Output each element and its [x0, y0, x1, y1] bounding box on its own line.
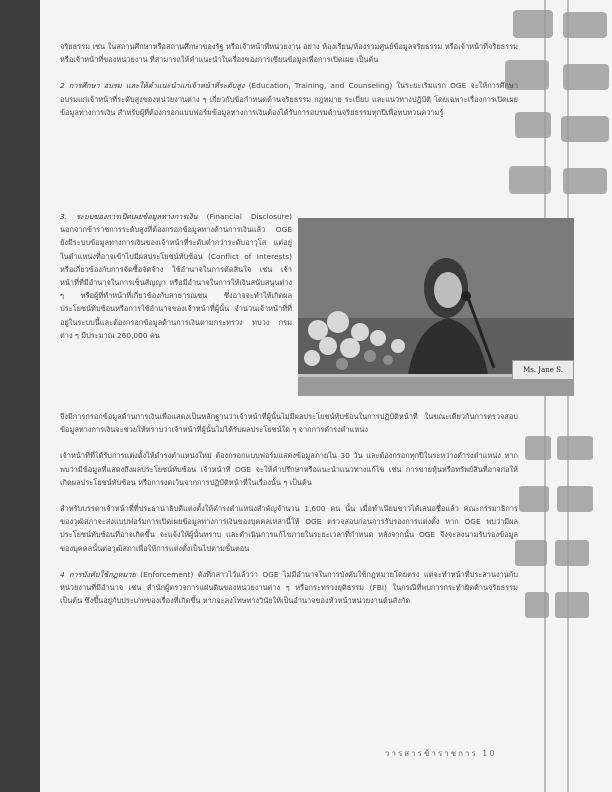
section-4	[60, 568, 518, 608]
section-2-body: ในระยะเริ่มแรก OGE จะให้การศึกษาอบรมแก่เจ้าหน้าที่ระดับสูงของหน่วยงานต่าง ๆ เกี่ยวกับข้อกำหนดด้านจริยธรรม กฎหมาย ระเบียบ และแนวทางปฏิบัติ โดยเฉพาะเรื่องการเปิดเผยข้อมูลทางการเงิน สำหรับผู้ที่ต้องกรอกแบบฟอร์มข้อมูลทางการเงินต้องได้รับการอบรมด้านจริยธรรมทุกปีเพื่อทบทวนความรู้	[60, 81, 518, 117]
paragraph-1: จริยธรรม เช่น ในสถานศึกษาหรือสถานศึกษาของรัฐ หรือเจ้าหน้าที่หน่วยงาน อย่าง ห้องเรียน/ห้องรวมศูนย์ข้อมูลจริยธรรม หรือเจ้าหน้าที่จริยธรรม หรือเจ้าหน้าที่ของหน่วยงาน ที่สามารถให้คำแนะนำในเรื่องของการเขียนข้อมูลเพื่อการเปิดเผย เป็นต้น	[60, 42, 518, 65]
section-3-heading-en: (Financial Disclosure)	[206, 212, 292, 221]
decorative-film-strip	[505, 0, 612, 792]
paragraph-4: จึงมีการกรอกข้อมูลด้านการเงินเพื่อแสดงเป็นหลักฐานว่าเจ้าหน้าที่ผู้นั้นไม่มีผลประโยชน์ทับซ้อนในการปฏิบัติหน้าที่ ในขณะเดียวกันการตรวจสอบข้อมูลทางการเงินจะช่วยให้ทราบว่าเจ้าหน้าที่ผู้นั้นไม่ได้รับผลประโยชน์ใด ๆ จากการดำรงตำแหน่ง	[60, 412, 518, 435]
section-3	[60, 210, 292, 342]
speaker-photo	[298, 218, 574, 396]
article-body-bottom	[60, 410, 518, 620]
section-3-heading: 3. ระบบของการเปิดเผยข้อมูลทางการเงิน	[60, 212, 198, 221]
paragraph-5: เจ้าหน้าที่ที่ได้รับการแต่งตั้งให้ดำรงตำแหน่งใหม่ ต้องกรอกแบบฟอร์มแสดงข้อมูลภายใน 30 วัน และต้องกรอกทุกปีในระหว่างดำรงตำแหน่ง หากพบว่ามีข้อมูลที่แสดงถึงผลประโยชน์ทับซ้อน เจ้าหน้าที่ OGE จะให้คำปรึกษาหรือแนะนำแนวทางแก้ไข เช่น การขายหุ้นหรือทรัพย์สินที่อาจก่อให้เกิดผลประโยชน์ทับซ้อน หรือการงดเว้นจากการปฏิบัติหน้าที่ในเรื่องนั้น ๆ เป็นต้น	[60, 451, 518, 487]
section-3-body: นอกจากข้าราชการระดับสูงที่ต้องกรอกข้อมูลทางด้านการเงินแล้ว OGE ยังมีระบบข้อมูลทางการเงินของเจ้าหน้าที่ระดับต่ำกว่าระดับอาวุโส แต่อยู่ในตำแหน่งที่อาจเข้าไปมีผลประโยชน์ทับซ้อน (Conflict of Interests) หรือเกี่ยวข้องกับการจัดซื้อจัดจ้าง ใช้อำนาจในการตัดสินใจ เช่น เจ้าหน้าที่ที่มีอำนาจในการเซ็นสัญญา หรือมีอำนาจในการให้เงินสนับสนุนต่าง ๆ หรือผู้ที่ทำหน้าที่เกี่ยวข้องกับสาธารณชน ซึ่งอาจจะทำให้เกิดผลประโยชน์ทับซ้อนหรือการใช้อำนาจของเจ้าหน้าที่ผู้นั้น จำนวนเจ้าหน้าที่ที่อยู่ในระบบนี้และต้องกรอกข้อมูลด้านการเงินตามกระทรวง ทบวง กรม ต่าง ๆ มีประมาณ 260,000 คน	[60, 225, 292, 340]
section-2-heading: 2 การศึกษา อบรม และให้คำแนะนำแก่เจ้าหน้าที่ระดับสูง	[60, 81, 245, 91]
name-plate: Ms. Jane S.	[512, 360, 574, 380]
section-4-heading-en: (Enforcement)	[140, 569, 194, 579]
section-4-heading: 4 การบังคับใช้กฎหมาย	[60, 569, 136, 579]
section-2	[60, 79, 518, 119]
section-2-heading-en: (Education, Training, and Counseling)	[248, 81, 393, 91]
article-body-top	[60, 40, 518, 132]
paragraph-6: สำหรับบรรดาเจ้าหน้าที่ที่ประธานาธิบดีแต่งตั้งให้ดำรงตำแหน่งสำคัญจำนวน 1,600 คน นั้น เมื่อทำเนียบขาวได้เสนอชื่อแล้ว คณะกรรมาธิการของวุฒิสภาจะส่งแบบฟอร์มการเปิดเผยข้อมูลทางการเงินของบุคคลเหล่านี้ให้ OGE ตรวจสอบก่อนการรับรองการแต่งตั้ง หาก OGE พบว่ามีผลประโยชน์ทับซ้อนที่อาจเกิดขึ้น จะแจ้งให้ผู้นั้นทราบ และดำเนินการแก้ไขภายในระยะเวลาที่กำหนด หลังจากนั้น OGE จึงจะลงนามรับรองข้อมูลของบุคคลนั้นต่อวุฒิสภาเพื่อให้การแต่งตั้งเป็นไปตามขั้นตอน	[60, 504, 518, 553]
section-3-column	[60, 210, 292, 355]
page-edge-strip	[0, 0, 40, 792]
page-footer: วารสารข้าราชการ 10	[385, 749, 497, 758]
section-4-body: ดังที่กล่าวไว้แล้วว่า OGE ไม่มีอำนาจในการบังคับใช้กฎหมายโดยตรง แต่จะทำหน้าที่ประสานงานกับหน่วยงานที่มีอำนาจ เช่น สำนักผู้ตรวจการแผ่นดินของหน่วยงานต่าง ๆ หรือกระทรวงยุติธรรม (FBI) ในกรณีที่พบการกระทำผิดด้านจริยธรรม เป็นต้น ซึ่งขึ้นอยู่กับประเภทของเรื่องที่เกิดขึ้น หากจะลงโทษทางวินัยให้เป็นอำนาจของหัวหน้าหน่วยงานต้นสังกัด	[60, 569, 518, 606]
